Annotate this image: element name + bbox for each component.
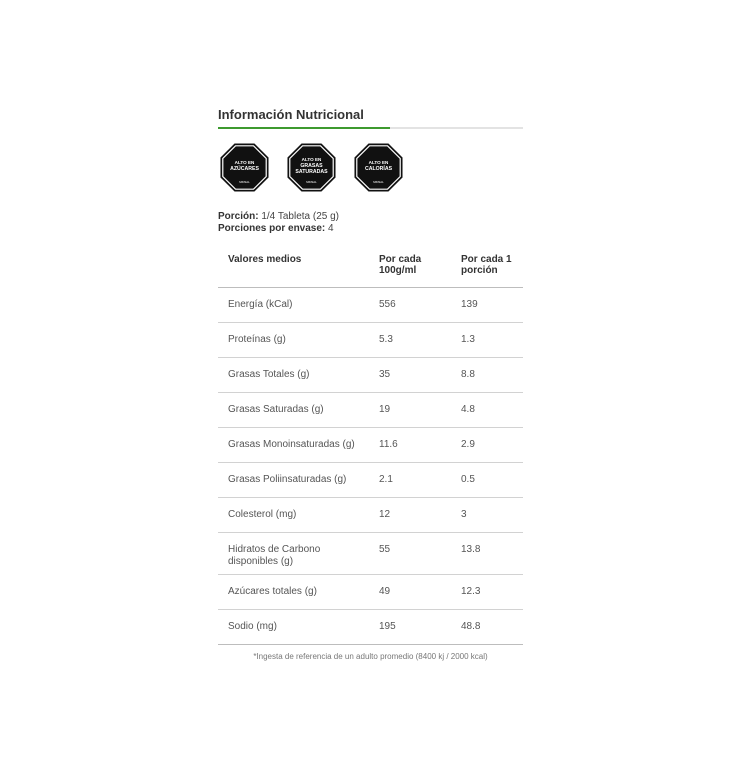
seal-alto-en-azucares: [218, 141, 271, 194]
value-per-portion: 13.8: [451, 533, 523, 575]
octagon-seal-icon: [218, 141, 271, 194]
portions-per-pack-label: Porciones por envase:: [218, 223, 326, 234]
value-per-portion: 3: [451, 498, 523, 533]
nutrition-panel: [218, 106, 523, 662]
value-per-100g: 556: [369, 288, 451, 323]
table-row: [218, 575, 523, 610]
value-per-portion: 0.5: [451, 463, 523, 498]
nutrient-name: Azúcares totales (g): [218, 575, 369, 610]
value-per-portion: 2.9: [451, 428, 523, 463]
value-per-100g: 55: [369, 533, 451, 575]
seal-text-line: AZÚCARES: [230, 166, 259, 172]
nutrient-name: Energía (kCal): [218, 288, 369, 323]
value-per-portion: 8.8: [451, 358, 523, 393]
value-per-100g: 49: [369, 575, 451, 610]
header-per-100g: Por cada 100g/ml: [369, 244, 451, 288]
nutrient-name: Grasas Totales (g): [218, 358, 369, 393]
seal-text-line: SATURADAS: [295, 169, 328, 175]
value-per-portion: 1.3: [451, 323, 523, 358]
table-row: [218, 428, 523, 463]
octagon-seal-icon: [352, 141, 405, 194]
seal-alto-en-grasas-saturadas: [285, 141, 338, 194]
seal-text-line: ALTO EN: [368, 160, 389, 165]
value-per-100g: 35: [369, 358, 451, 393]
table-row: [218, 533, 523, 575]
table-row: [218, 498, 523, 533]
portion-line: [218, 211, 523, 223]
nutrient-name: Grasas Poliinsaturadas (g): [218, 463, 369, 498]
value-per-portion: 4.8: [451, 393, 523, 428]
footnote: *Ingesta de referencia de un adulto promedio (8400 kj / 2000 kcal): [253, 652, 488, 661]
octagon-seal-icon: [285, 141, 338, 194]
table-row: [218, 393, 523, 428]
value-per-100g: 12: [369, 498, 451, 533]
value-per-100g: 5.3: [369, 323, 451, 358]
value-per-portion: 12.3: [451, 575, 523, 610]
portion-info: [218, 211, 523, 235]
warning-seals: [218, 141, 523, 197]
portions-per-pack-value: 4: [328, 223, 334, 234]
value-per-portion: 48.8: [451, 610, 523, 645]
seal-text-line: GRASAS: [300, 163, 323, 169]
table-row: [218, 323, 523, 358]
seal-text-line: ALTO EN: [234, 160, 255, 165]
nutrient-name: Hidratos de Carbono disponibles (g): [218, 533, 369, 575]
nutrient-name: Grasas Saturadas (g): [218, 393, 369, 428]
value-per-100g: 11.6: [369, 428, 451, 463]
nutrient-name: Proteínas (g): [218, 323, 369, 358]
table-row: [218, 463, 523, 498]
value-per-100g: 2.1: [369, 463, 451, 498]
seal-footer-text: MINSAL: [373, 180, 384, 184]
portion-value: 1/4 Tableta (25 g): [261, 211, 339, 222]
seal-footer-text: MINSAL: [306, 180, 317, 184]
header-per-portion: Por cada 1 porción: [451, 244, 523, 288]
portion-label: Porción:: [218, 211, 259, 222]
table-row: [218, 610, 523, 645]
table-row: [218, 358, 523, 393]
value-per-portion: 139: [451, 288, 523, 323]
header-valores-medios: Valores medios: [218, 244, 369, 288]
table-row: [218, 288, 523, 323]
nutrient-name: Grasas Monoinsaturadas (g): [218, 428, 369, 463]
title-accent-bar: [218, 127, 390, 129]
value-per-100g: 19: [369, 393, 451, 428]
nutrient-name: Sodio (mg): [218, 610, 369, 645]
value-per-100g: 195: [369, 610, 451, 645]
portions-per-pack-line: [218, 223, 523, 235]
seal-alto-en-calorias: [352, 141, 405, 194]
table-header-row: [218, 244, 523, 288]
nutrient-name: Colesterol (mg): [218, 498, 369, 533]
seal-text-line: CALORÍAS: [364, 166, 393, 172]
nutrition-table: [218, 244, 523, 645]
section-title: Información Nutricional: [218, 107, 364, 122]
seal-text-line: ALTO EN: [301, 157, 322, 162]
seal-footer-text: MINSAL: [239, 180, 250, 184]
title-divider: [218, 127, 523, 129]
